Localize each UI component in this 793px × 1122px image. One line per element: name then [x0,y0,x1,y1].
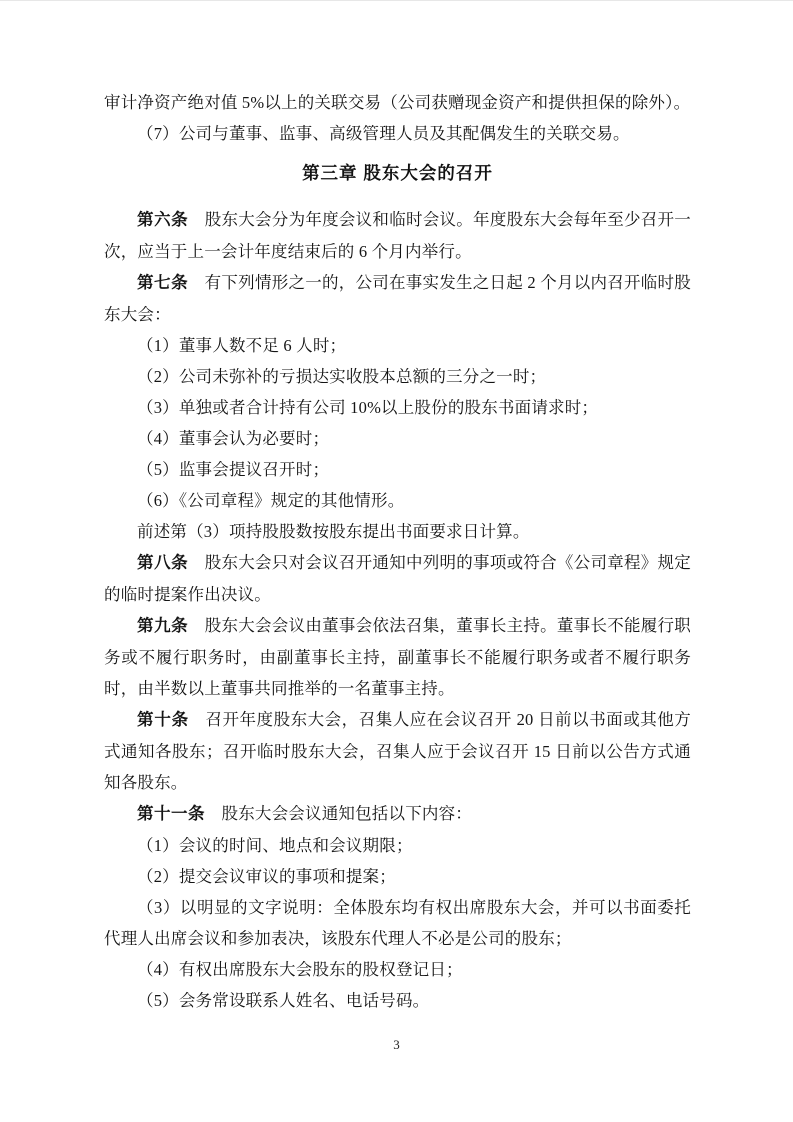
article-11-number: 第十一条 [137,805,205,823]
article-11-text: 股东大会会议通知包括以下内容： [221,804,472,823]
article-7-item-5: （5）监事会提议召开时； [137,460,330,479]
article-7-item-3: （3）单独或者合计持有公司 10%以上股份的股东书面请求时； [137,398,599,417]
article-6 [104,204,691,267]
chapter-3-heading: 第三章 股东大会的召开 [302,163,493,183]
article-7-note: 前述第（3）项持股股数按股东提出书面要求日计算。 [137,522,530,541]
article-8-text: 股东大会只对会议召开通知中列明的事项或符合《公司章程》规定的临时提案作出决议。 [104,553,691,604]
article-11 [104,798,691,830]
article-11-item-3: （3）以明显的文字说明：全体股东均有权出席股东大会，并可以书面委托代理人出席会议和参加表决，该股东代理人不必是公司的股东； [104,898,691,948]
article-6-number: 第六条 [137,211,189,229]
article-9-text: 股东大会会议由董事会依法召集，董事长主持。董事长不能履行职务或不履行职务时，由副董事长主持，副董事长不能履行职务或者不履行职务时，由半数以上董事共同推举的一名董事主持。 [104,616,691,698]
article-7 [104,267,691,330]
article-7-item-4: （4）董事会认为必要时； [137,429,330,448]
article-6-text: 股东大会分为年度会议和临时会议。年度股东大会每年至少召开一次，应当于上一会计年度结束后的 6 个月内举行。 [104,210,691,261]
article-10-number: 第十条 [137,711,189,729]
article-7-item-1: （1）董事人数不足 6 人时； [137,336,347,355]
page-number: 3 [393,1037,400,1052]
article-7-text: 有下列情形之一的，公司在事实发生之日起 2 个月以内召开临时股东大会： [104,273,692,324]
article-9-number: 第九条 [137,617,189,635]
article-10-text: 召开年度股东大会，召集人应在会议召开 20 日前以书面或其他方式通知各股东；召开临时股东大会，召集人应于会议召开 15 日前以公告方式通知各股东。 [104,710,692,792]
related-party-item-7: （7）公司与董事、监事、高级管理人员及其配偶发生的关联交易。 [137,124,630,143]
article-11-item-1: （1）会议的时间、地点和会议期限； [137,836,413,855]
article-11-item-5: （5）会务常设联系人姓名、电话号码。 [137,991,430,1010]
article-8-number: 第八条 [137,554,189,572]
article-9 [104,610,691,704]
article-10 [104,704,691,798]
article-7-item-2: （2）公司未弥补的亏损达实收股本总额的三分之一时； [137,367,547,386]
article-8 [104,547,691,610]
article-7-item-6: （6）《公司章程》规定的其他情形。 [137,491,405,510]
continued-paragraph: 审计净资产绝对值 5%以上的关联交易（公司获赠现金资产和提供担保的除外）。 [104,93,691,112]
article-11-item-4: （4）有权出席股东大会股东的股权登记日； [137,960,463,979]
article-7-number: 第七条 [137,274,189,292]
article-11-item-2: （2）提交会议审议的事项和提案； [137,867,396,886]
